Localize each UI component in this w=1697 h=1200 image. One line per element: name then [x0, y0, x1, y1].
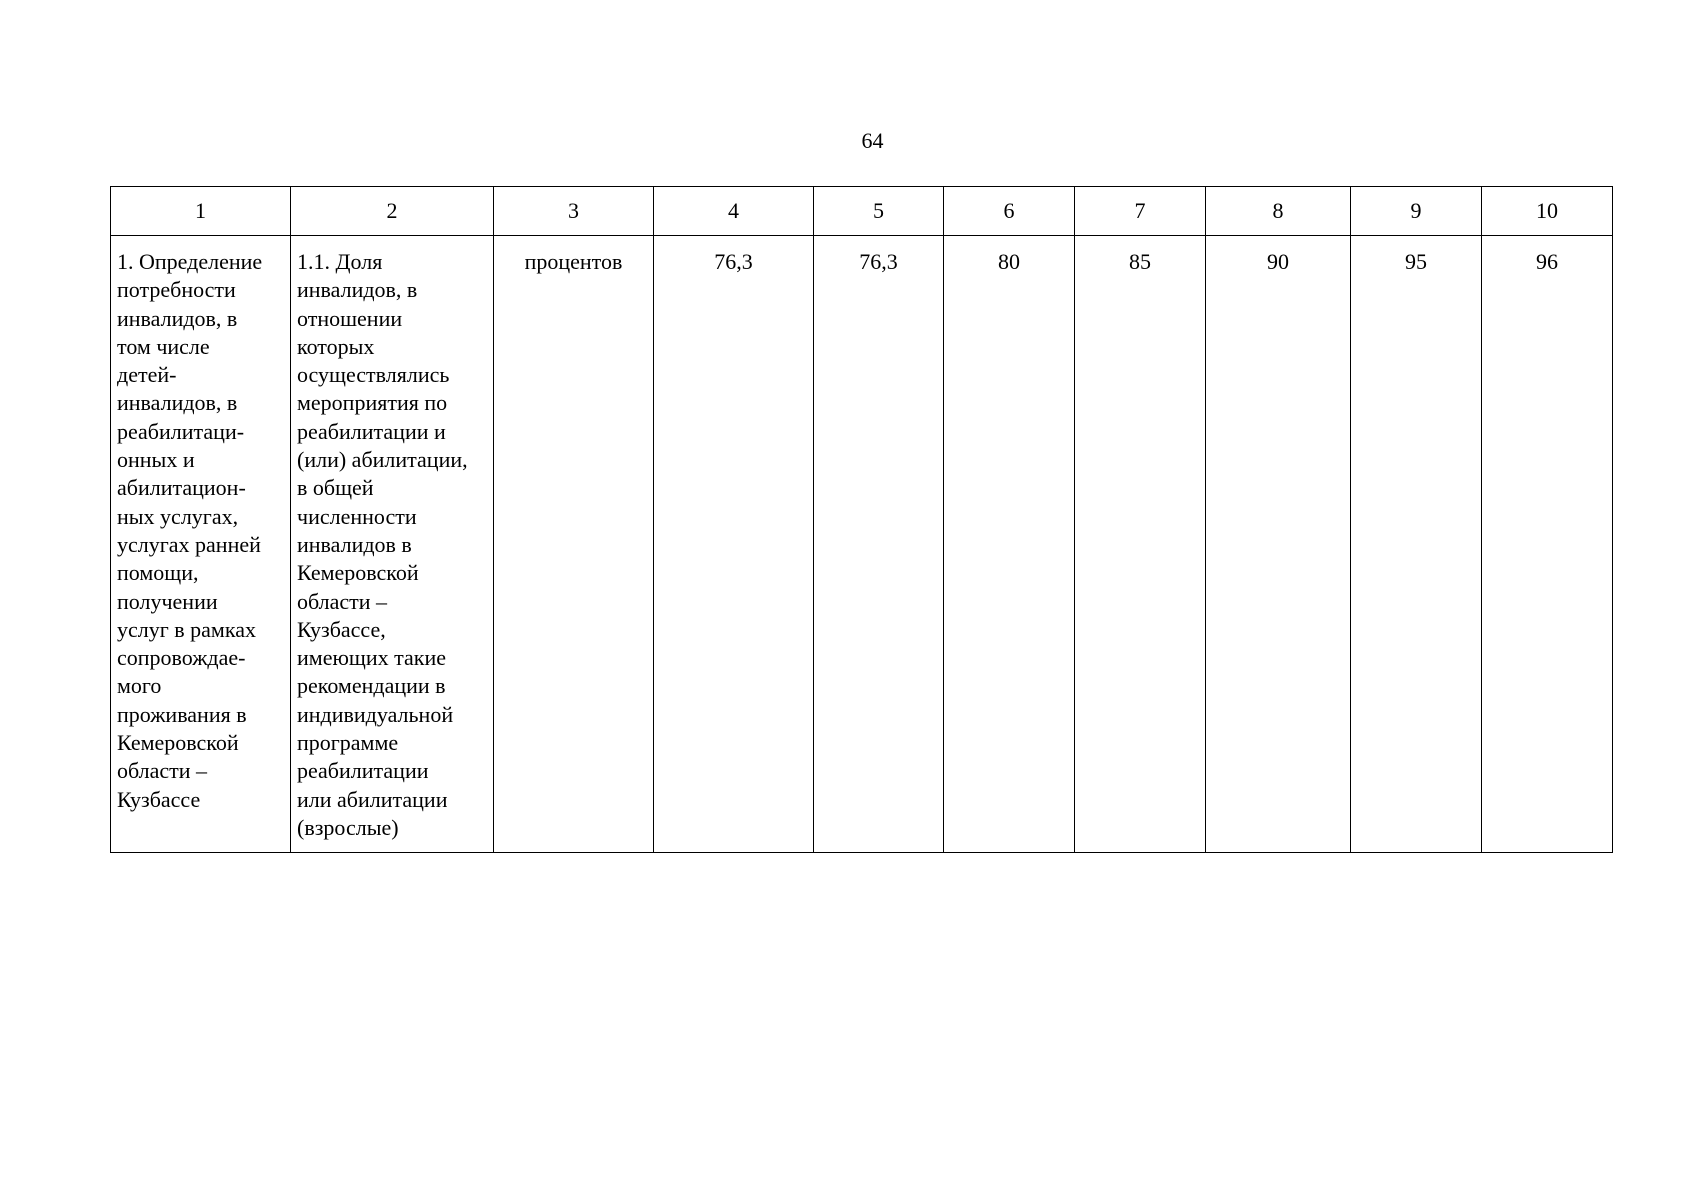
column-header: 6 [944, 187, 1075, 236]
column-header: 1 [111, 187, 291, 236]
column-header: 4 [654, 187, 814, 236]
value-cell [1075, 236, 1206, 853]
value-text: 80 [998, 249, 1020, 274]
indicator-text: 1.1. Доля инвалидов, в отношении которых осуществлялись мероприятия по реабилитации и (или) абилитации, в общей численности инвалидов в Кемеровской области – Кузбассе, имеющих такие рекомендации в индивидуальной программе реабилитации или абилитации (взрослые) [297, 249, 468, 840]
table-row [111, 236, 1613, 853]
value-cell [1206, 236, 1351, 853]
value-text: 85 [1129, 249, 1151, 274]
page-number: 64 [861, 128, 884, 153]
value-cell [814, 236, 944, 853]
unit-text: процентов [524, 249, 623, 274]
table-header-row [111, 187, 1613, 236]
task-text: 1. Определение потребности инвалидов, в том числе детей- инвалидов, в реабилитаци- онных и абилитацион- ных услугах, услугах ранней помощи, получении услуг в рамках сопровождае- мого проживания в Кемеровской области – Кузбассе [117, 249, 263, 812]
column-header: 2 [291, 187, 494, 236]
value-text: 76,3 [859, 249, 898, 274]
data-table [110, 186, 1613, 853]
value-cell [1482, 236, 1613, 853]
column-header: 5 [814, 187, 944, 236]
column-header: 7 [1075, 187, 1206, 236]
value-text: 90 [1267, 249, 1289, 274]
column-header: 10 [1482, 187, 1613, 236]
value-cell [1351, 236, 1482, 853]
value-text: 96 [1536, 249, 1558, 274]
value-cell [944, 236, 1075, 853]
task-cell [111, 236, 291, 853]
value-text: 95 [1405, 249, 1427, 274]
unit-cell [494, 236, 654, 853]
column-header: 9 [1351, 187, 1482, 236]
value-cell [654, 236, 814, 853]
value-text: 76,3 [714, 249, 753, 274]
column-header: 8 [1206, 187, 1351, 236]
indicator-cell [291, 236, 494, 853]
column-header: 3 [494, 187, 654, 236]
